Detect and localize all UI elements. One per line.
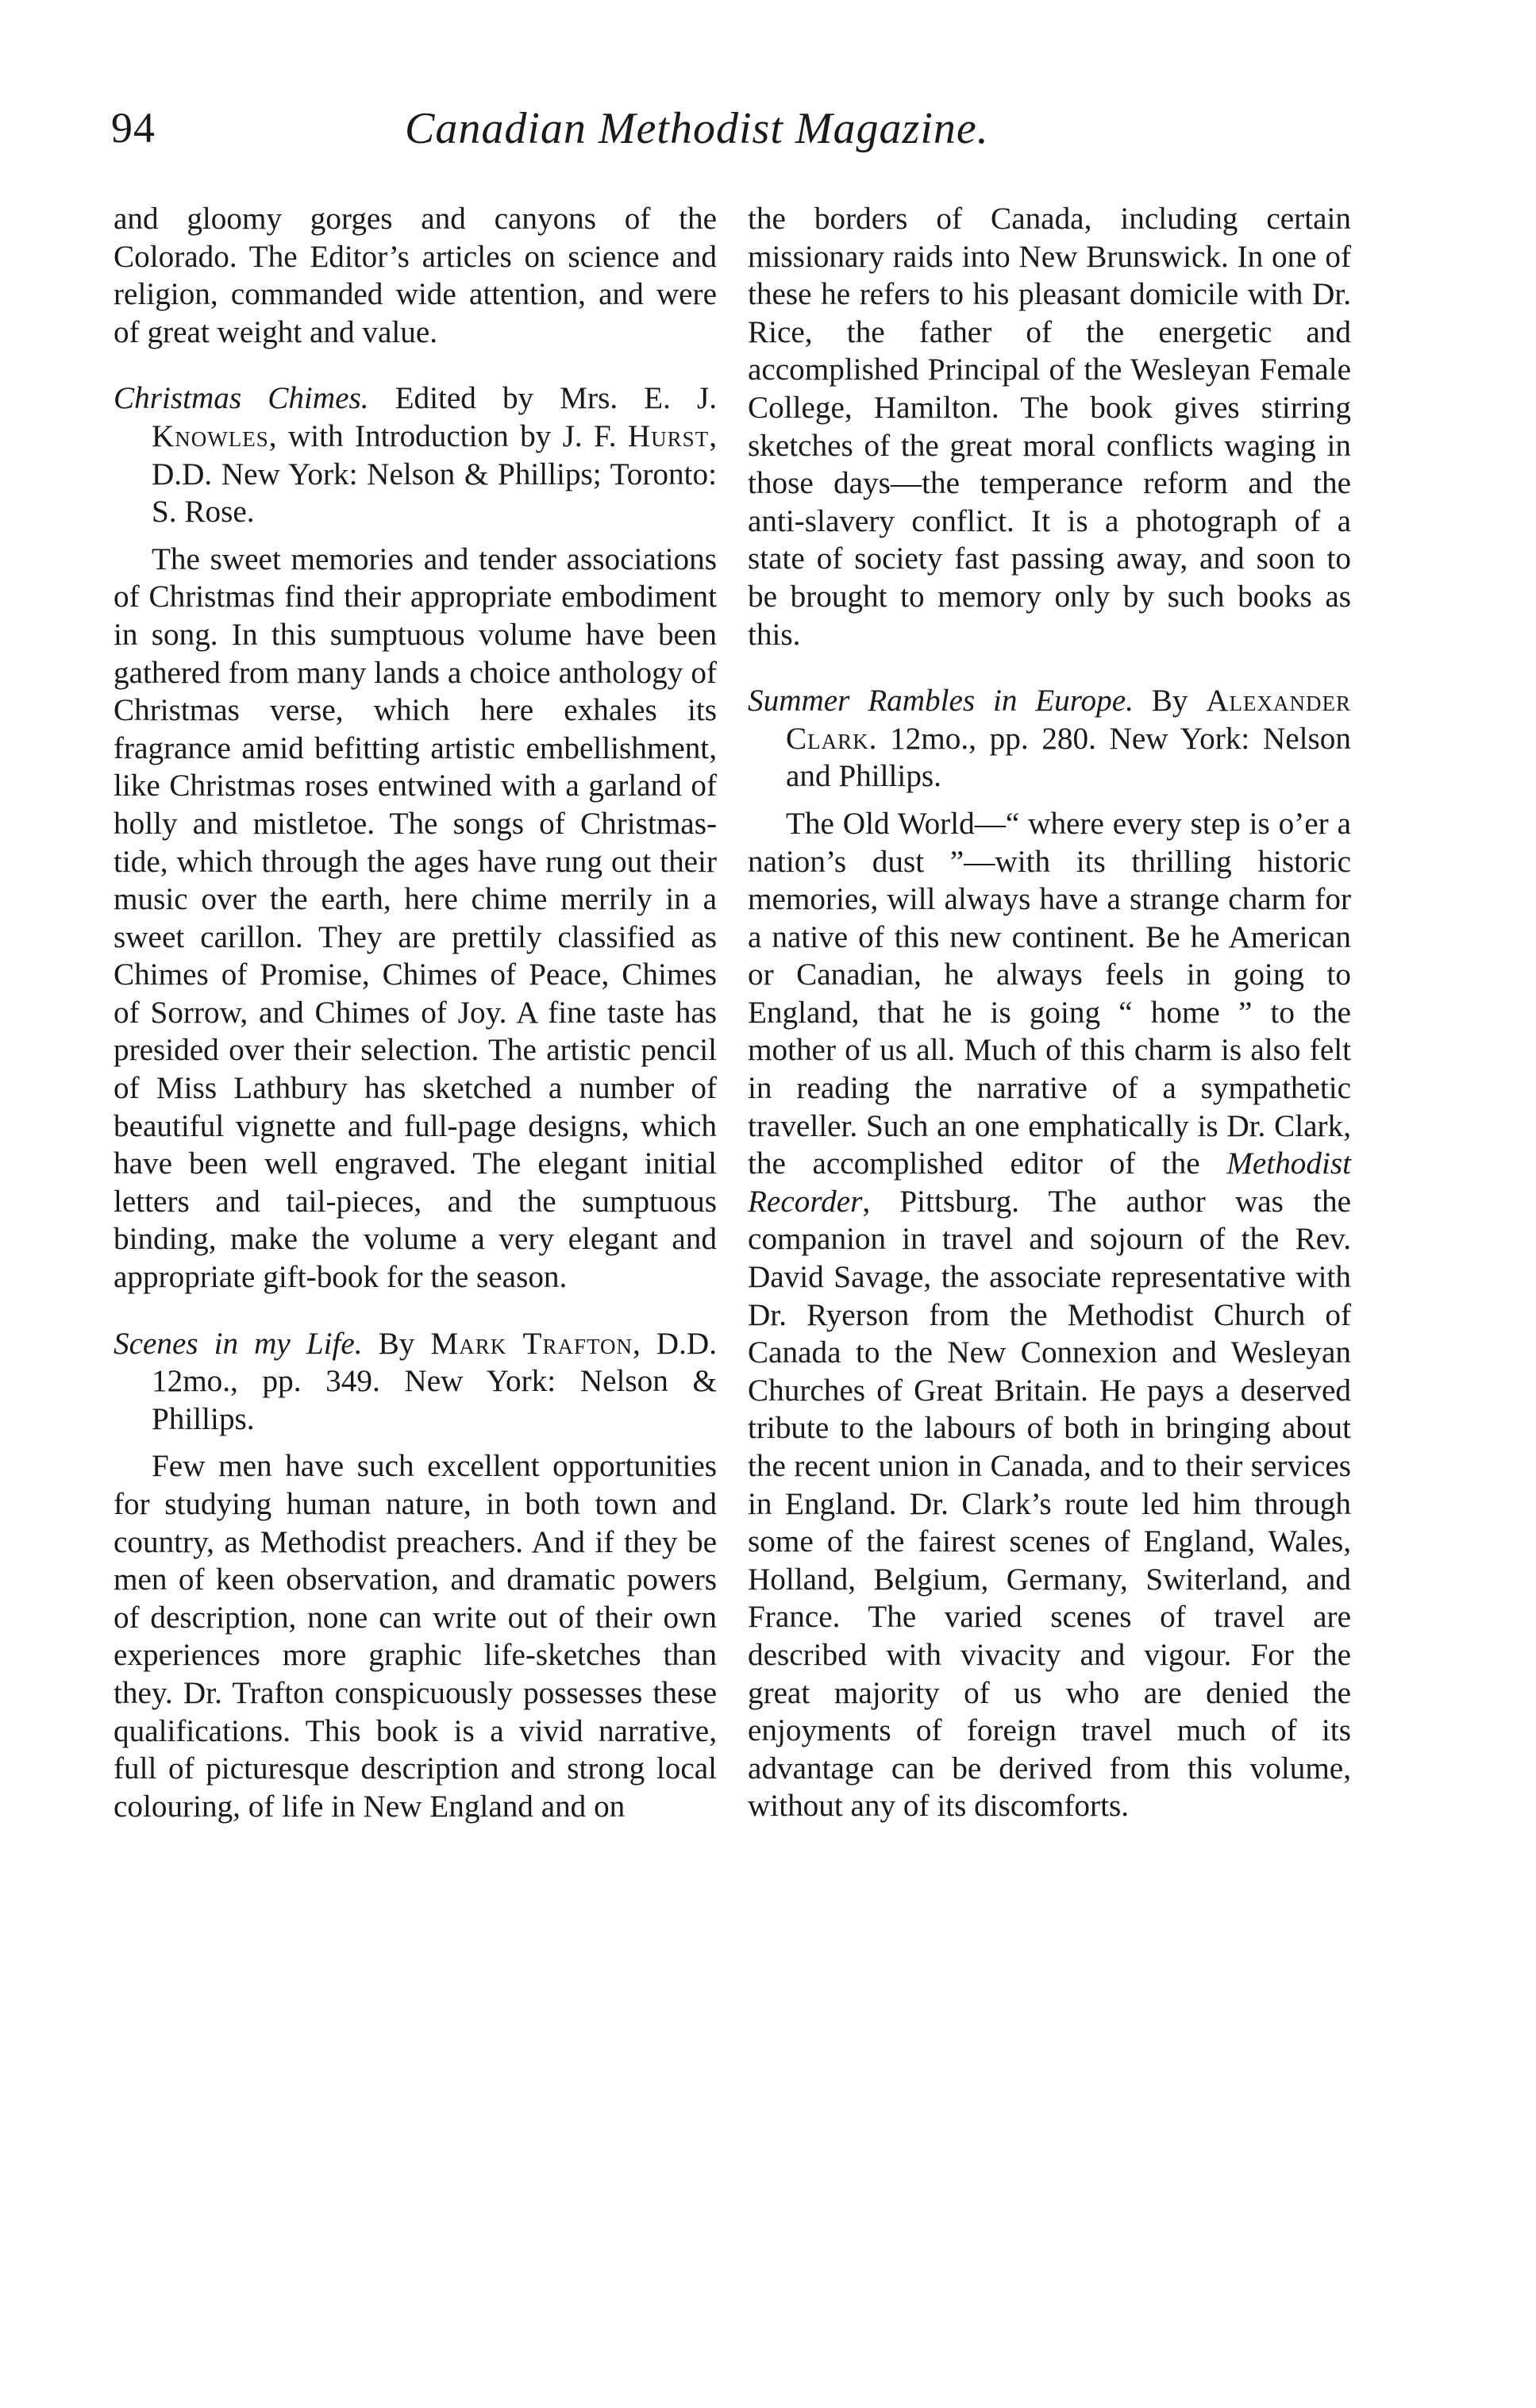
entry-text: By [1133, 684, 1207, 719]
entry-text: Edited by Mrs. E. J. [368, 381, 717, 416]
running-title: Canadian Methodist Magazine. [405, 104, 989, 153]
book-title: Christmas Chimes. [114, 381, 369, 416]
page-number: 94 [111, 104, 156, 152]
paragraph-text: , Pittsburg. The author was the companion in travel and sojourn of the Rev. David Savage, the associate representative with Dr. Ryerson from the Methodist Church of Canada to the New Connexion and Wesleyan Churches of Great Britain. He pays a deserved tribute to the labours of both in bringing about the recent union in Canada, and to their services in England. Dr. Clark’s route led him through some of the fairest scenes of England, Wales, Holland, Belgium, Germany, Switerland, and France. The varied scenes of travel are described with vivacity and vigour. For the great majority of us who are denied the enjoyments of foreign travel much of its advantage can be derived from this volume, without any of its discomforts. [748, 1184, 1351, 1824]
entry-text: , D.D. 12mo., pp. 349. New York: Nelson & Phillips. [152, 1326, 717, 1436]
paragraph: Few men have such excellent opportunities for studying human nature, in both town and country, as Methodist preachers. And if they be men of keen observation, and dramatic powers of description, none can write out of their own experiences more graphic life-sketches than they. Dr. Trafton conspicuously possesses these qualifications. This book is a vivid narrative, full of picturesque description and strong local colouring, of life in New England and on [114, 1449, 717, 1824]
author-name: Mark Trafton [430, 1326, 633, 1361]
paragraph-text: The Old World—“ where every step is o’er a nation’s dust ”—with its thrilling historic memories, will always have a strange charm for a native of this new continent. Be he American or Canadian, he always feels in going to England, that he is going “ home ” to the mother of us all. Much of this charm is also felt in reading the narrative of a sympathetic traveller. Such an one emphatically is Dr. Clark, the accomplished editor of the [748, 806, 1351, 1181]
periodical-title: Methodist Recorder [748, 1146, 1351, 1219]
paragraph: the borders of Canada, including certain missionary raids into New Brunswick. In one of these he refers to his pleasant domicile with Dr. Rice, the father of the energetic and accomplished Principal of the Wesleyan Female College, Hamilton. The book gives stirring sketches of the great moral conflicts waging in those days—the temperance reform and the anti-slavery conflict. It is a photograph of a state of society fast passing away, and soon to be brought to memory only by such books as this. [748, 202, 1351, 652]
book-entry-scenes-in-my-life [114, 1325, 717, 1439]
author-name: Knowles [152, 418, 269, 453]
author-name: Hurst [627, 418, 710, 453]
author-name: Alexander Clark [786, 684, 1351, 756]
entry-text: , D.D. New York: Nelson & Phillips; Toronto: S. Rose. [152, 418, 717, 530]
entry-text: , with Introduction by J. F. [268, 418, 628, 453]
entry-text: By [362, 1326, 431, 1361]
book-entry-summer-rambles [748, 682, 1351, 796]
right-column [748, 200, 1351, 1825]
paragraph: and gloomy gorges and canyons of the Colorado. The Editor’s articles on science and religion, commanded wide attention, and were of great weight and value. [114, 202, 717, 349]
book-title: Scenes in my Life. [114, 1326, 363, 1361]
left-column [114, 200, 717, 1825]
paragraph: The sweet memories and tender associations of Christmas find their appropriate embodiment in song. In this sumptuous volume have been gathered from many lands a choice anthology of Christmas verse, which here exhales its fragrance amid befitting artistic embellishment, like Christmas roses entwined with a garland of holly and mistletoe. The songs of Christmas-tide, which through the ages have rung out their music over the earth, here chime merrily in a sweet carillon. They are prettily classified as Chimes of Promise, Chimes of Peace, Chimes of Sorrow, and Chimes of Joy. A fine taste has presided over their selection. The artistic pencil of Miss Lathbury has sketched a number of beautiful vignette and full-page designs, which have been well engraved. The elegant initial letters and tail-pieces, and the sumptuous binding, make the volume a very elegant and appropriate gift-book for the season. [114, 541, 717, 1295]
running-header [111, 103, 1357, 167]
paragraph [748, 805, 1351, 1825]
book-entry-christmas-chimes [114, 380, 717, 530]
book-title: Summer Rambles in Europe. [748, 684, 1134, 719]
entry-text: . 12mo., pp. 280. New York: Nelson and Phillips. [786, 721, 1351, 794]
